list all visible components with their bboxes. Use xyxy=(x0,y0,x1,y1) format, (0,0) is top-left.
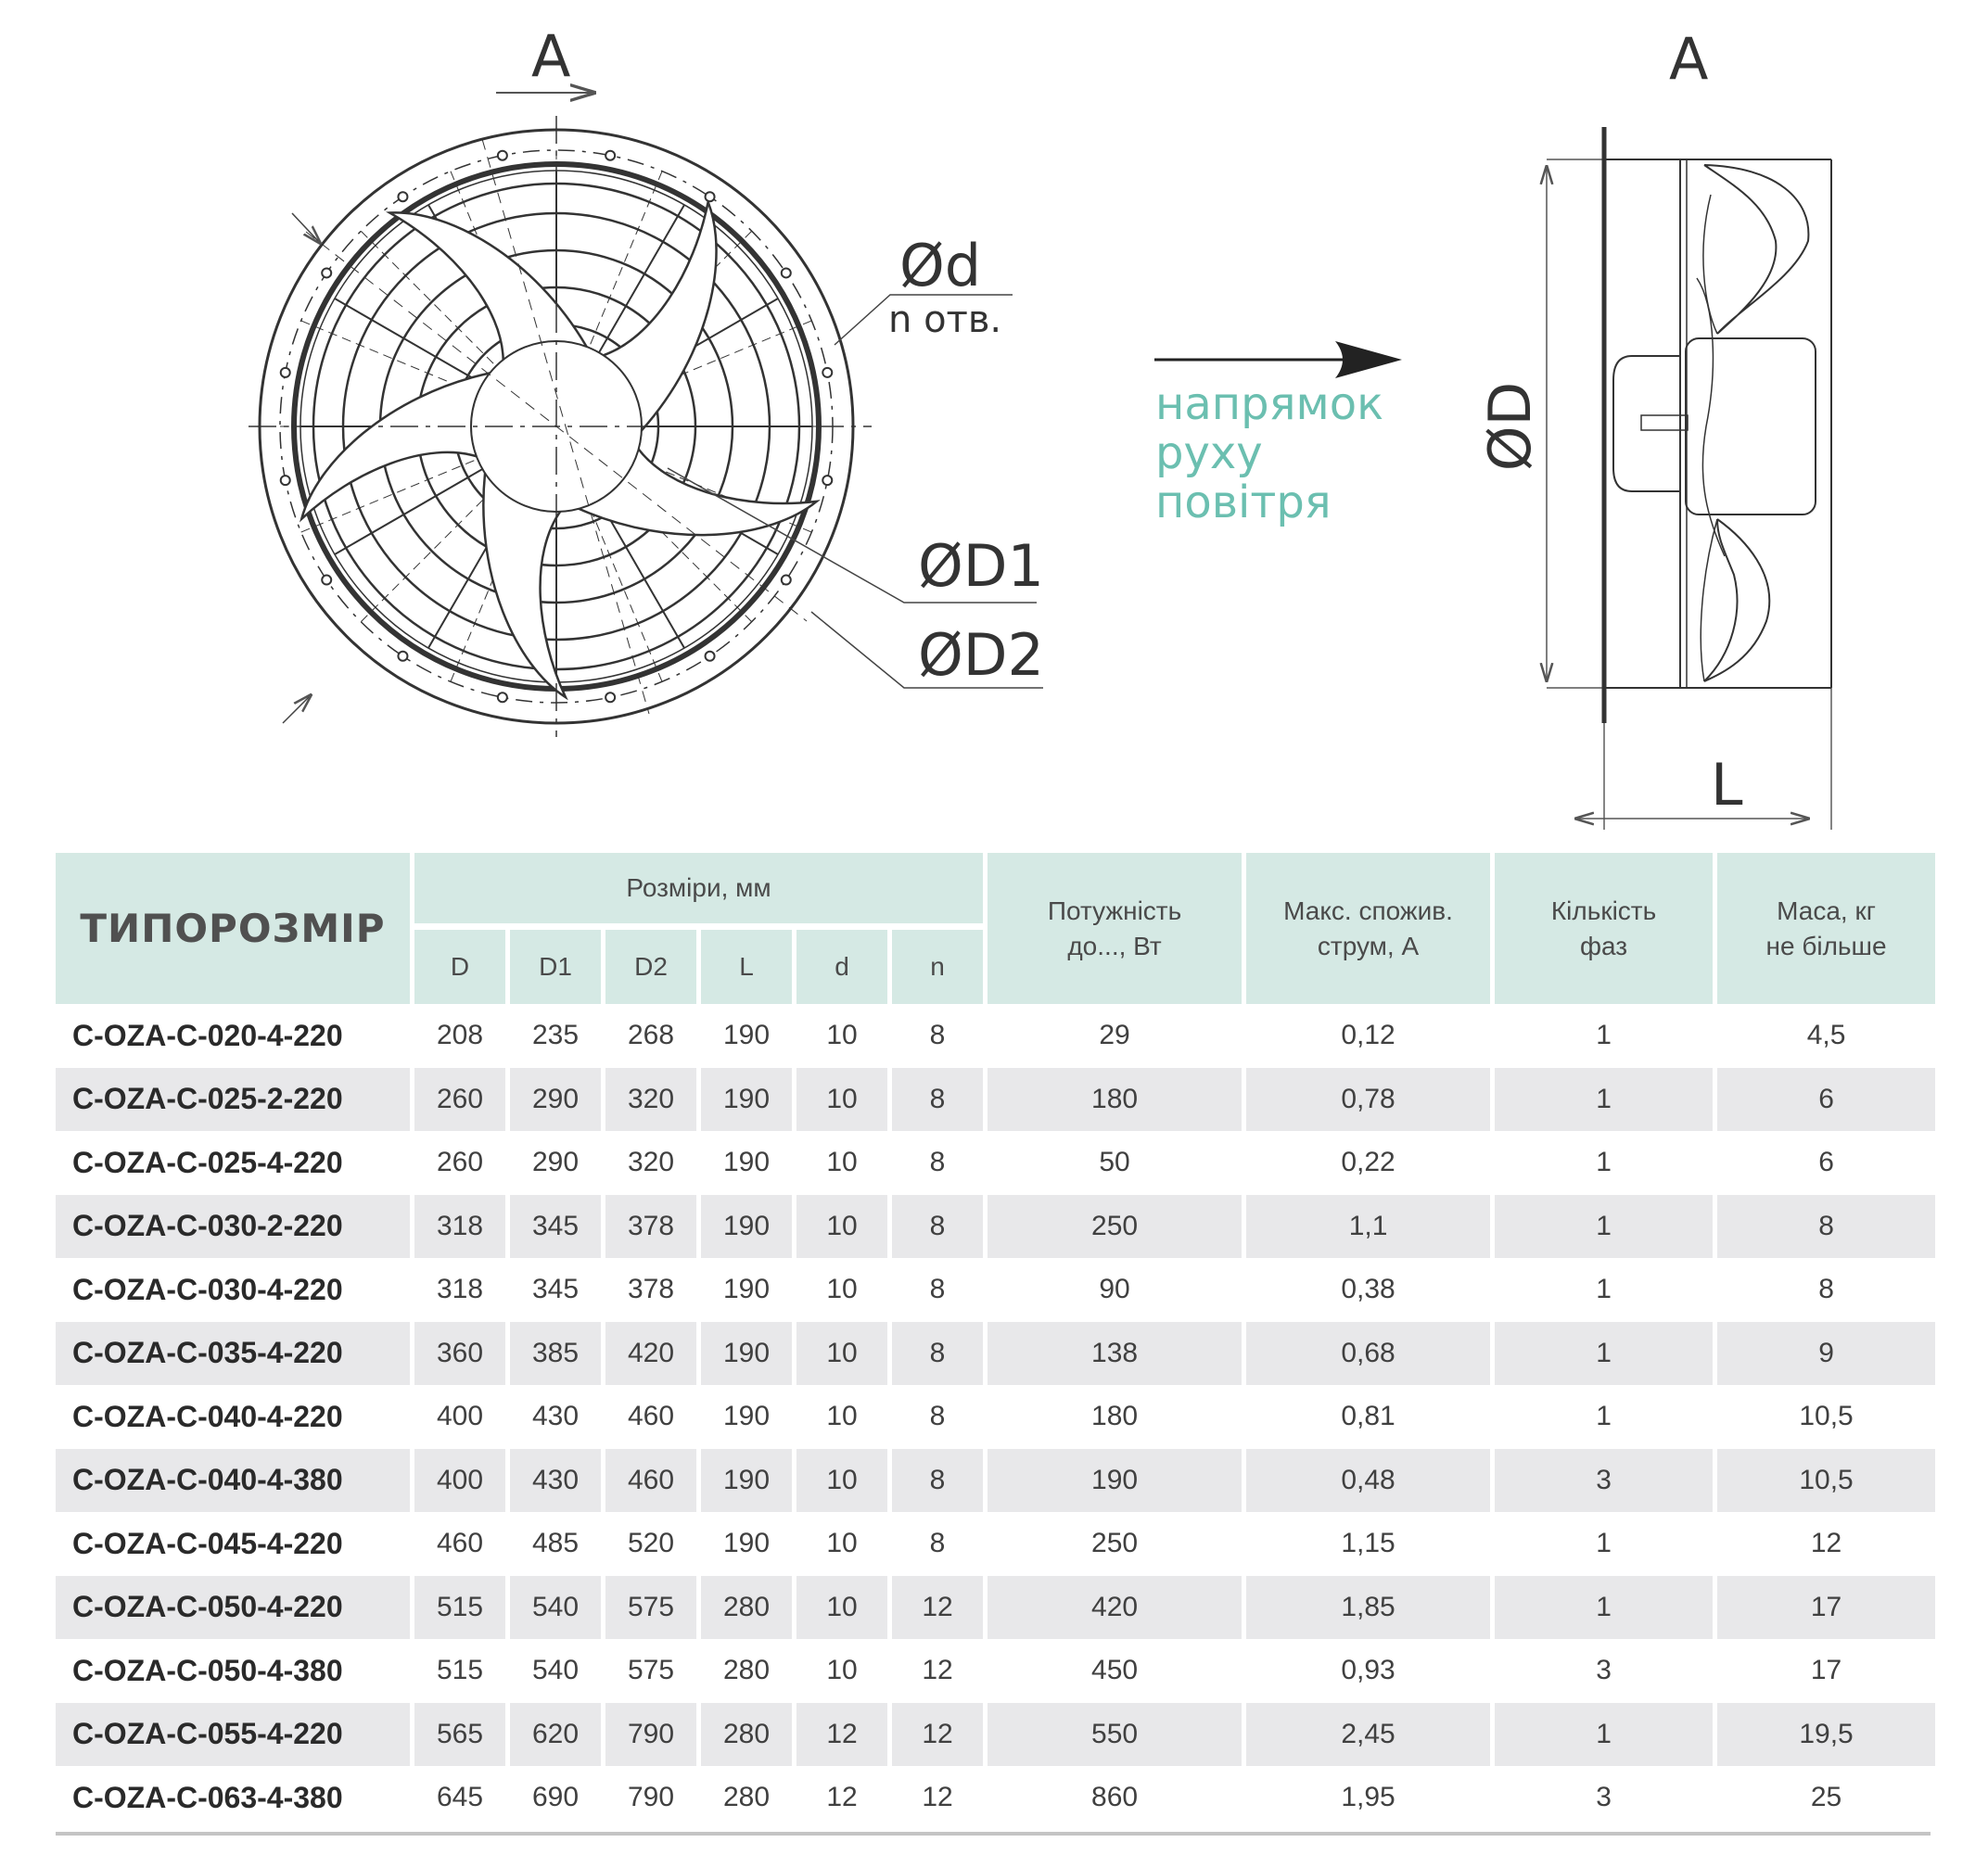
cell-d1: 345 xyxy=(531,1274,580,1305)
cell-mass: 25 xyxy=(1810,1782,1842,1813)
cell-mass: 12 xyxy=(1810,1528,1842,1559)
airflow-arrowhead xyxy=(1335,341,1402,378)
cell-d-hole: 10 xyxy=(826,1147,858,1178)
cell-n: 8 xyxy=(892,1068,983,1132)
cell-power: 550 xyxy=(988,1703,1242,1767)
cell-current: 0,78 xyxy=(1246,1068,1490,1132)
cell-l: 190 xyxy=(701,1449,792,1513)
technical-drawing xyxy=(0,0,1988,853)
cell-model: C-OZA-C-035-4-220 xyxy=(56,1322,410,1386)
cell-d2: 460 xyxy=(605,1449,696,1513)
table-row xyxy=(56,1195,1935,1259)
cell-l: 190 xyxy=(701,1068,792,1132)
cell-d-outer: 260 xyxy=(414,1068,505,1132)
cell-d2: 378 xyxy=(605,1195,696,1259)
cell-l: 280 xyxy=(701,1576,792,1640)
sub-header-n: n xyxy=(892,930,983,1004)
sub-header-d-outer: D xyxy=(414,930,505,1004)
cell-d2: 268 xyxy=(627,1020,675,1051)
cell-mass: 8 xyxy=(1717,1195,1935,1259)
model-header: ТИПОРОЗМІР xyxy=(56,853,410,1004)
cell-d1: 485 xyxy=(531,1528,580,1559)
cell-current: 1,85 xyxy=(1246,1576,1490,1640)
cell-d1: 345 xyxy=(510,1195,601,1259)
cell-d1: 385 xyxy=(510,1322,601,1386)
cell-n: 12 xyxy=(922,1782,953,1813)
cell-current: 0,68 xyxy=(1246,1322,1490,1386)
cell-d-outer: 318 xyxy=(436,1274,484,1305)
airflow-text-1: напрямок xyxy=(1155,378,1384,430)
cell-n: 8 xyxy=(929,1147,946,1178)
cell-power: 860 xyxy=(1091,1782,1139,1813)
cell-current: 1,1 xyxy=(1246,1195,1490,1259)
cell-model: C-OZA-C-055-4-220 xyxy=(56,1703,410,1767)
cell-power: 450 xyxy=(1091,1655,1139,1686)
hole-count-label: n отв. xyxy=(888,299,1002,341)
cell-d-hole: 10 xyxy=(796,1576,887,1640)
cell-phases: 3 xyxy=(1596,1782,1612,1813)
cell-d-hole: 10 xyxy=(796,1195,887,1259)
cell-l: 280 xyxy=(701,1703,792,1767)
cell-l: 190 xyxy=(701,1322,792,1386)
cell-power: 420 xyxy=(988,1576,1242,1640)
power-header: Потужність до..., Вт xyxy=(988,853,1242,1004)
table-row xyxy=(56,1322,1935,1386)
cell-phases: 1 xyxy=(1596,1401,1612,1432)
cell-d2: 320 xyxy=(605,1068,696,1132)
sub-header-d1: D1 xyxy=(510,930,601,1004)
cell-d2: 790 xyxy=(627,1782,675,1813)
cell-n: 8 xyxy=(929,1020,946,1051)
cell-d-hole: 12 xyxy=(826,1782,858,1813)
cell-d1: 430 xyxy=(531,1401,580,1432)
cell-power: 90 xyxy=(1099,1274,1130,1305)
cell-d2: 575 xyxy=(627,1655,675,1686)
cell-n: 8 xyxy=(929,1528,946,1559)
fan-side-view xyxy=(1547,127,1831,830)
cell-model: C-OZA-C-063-4-380 xyxy=(72,1780,343,1814)
cell-d1: 540 xyxy=(531,1655,580,1686)
cell-model: C-OZA-C-050-4-220 xyxy=(56,1576,410,1640)
cell-d1: 540 xyxy=(510,1576,601,1640)
cell-model: C-OZA-C-040-4-220 xyxy=(72,1399,343,1433)
cell-d-hole: 10 xyxy=(826,1401,858,1432)
cell-d-outer: 515 xyxy=(436,1655,484,1686)
cell-model: C-OZA-C-045-4-220 xyxy=(72,1526,343,1560)
cell-power: 180 xyxy=(988,1068,1242,1132)
dimensions-header: Розміри, мм xyxy=(414,853,983,930)
specs-table-wrapper xyxy=(56,853,1931,1830)
cell-d-outer: 460 xyxy=(436,1528,484,1559)
cell-d1: 290 xyxy=(510,1068,601,1132)
cell-l: 190 xyxy=(701,1195,792,1259)
cell-current: 1,15 xyxy=(1341,1528,1395,1559)
phases-header: Кількість фаз xyxy=(1495,853,1713,1004)
cell-d-outer: 318 xyxy=(414,1195,505,1259)
cell-d2: 575 xyxy=(605,1576,696,1640)
cell-mass: 6 xyxy=(1818,1147,1834,1178)
cell-l: 280 xyxy=(722,1655,771,1686)
table-row xyxy=(56,1766,1935,1830)
table-row xyxy=(56,1004,1935,1068)
table-row xyxy=(56,1639,1935,1703)
cell-power: 29 xyxy=(1099,1020,1130,1051)
fan-front-view xyxy=(248,116,872,737)
cell-d-hole: 10 xyxy=(826,1655,858,1686)
cell-d1: 290 xyxy=(531,1147,580,1178)
cell-n: 8 xyxy=(892,1322,983,1386)
cell-d-hole: 10 xyxy=(826,1020,858,1051)
cell-d-outer: 400 xyxy=(414,1449,505,1513)
cell-mass: 8 xyxy=(1818,1274,1834,1305)
cell-mass: 9 xyxy=(1717,1322,1935,1386)
cell-model: C-OZA-C-040-4-380 xyxy=(56,1449,410,1513)
cell-l: 190 xyxy=(722,1147,771,1178)
cell-n: 8 xyxy=(892,1449,983,1513)
cell-phases: 1 xyxy=(1596,1528,1612,1559)
cell-model: C-OZA-C-030-2-220 xyxy=(56,1195,410,1259)
cell-power: 138 xyxy=(988,1322,1242,1386)
airflow-text-3: повітря xyxy=(1155,476,1332,528)
table-row xyxy=(56,1385,1935,1449)
cell-model: C-OZA-C-050-4-380 xyxy=(72,1653,343,1687)
cell-d2: 420 xyxy=(605,1322,696,1386)
cell-l: 280 xyxy=(722,1782,771,1813)
cell-mass: 4,5 xyxy=(1806,1020,1846,1051)
cell-current: 0,93 xyxy=(1341,1655,1395,1686)
table-row xyxy=(56,1449,1935,1513)
table-row xyxy=(56,1512,1935,1576)
cell-d-outer: 360 xyxy=(414,1322,505,1386)
cell-l: 190 xyxy=(722,1528,771,1559)
cell-mass: 17 xyxy=(1717,1576,1935,1640)
cell-power: 50 xyxy=(1099,1147,1130,1178)
cell-d1: 690 xyxy=(531,1782,580,1813)
cell-d-outer: 645 xyxy=(436,1782,484,1813)
cell-d2: 460 xyxy=(627,1401,675,1432)
cell-n: 8 xyxy=(929,1274,946,1305)
table-row xyxy=(56,1703,1935,1767)
cell-d2: 520 xyxy=(627,1528,675,1559)
hole-diameter-label: Ød xyxy=(899,232,982,299)
cell-phases: 1 xyxy=(1495,1703,1713,1767)
cell-phases: 1 xyxy=(1596,1147,1612,1178)
sub-header-d-hole: d xyxy=(796,930,887,1004)
cell-d-outer: 260 xyxy=(436,1147,484,1178)
cell-d2: 320 xyxy=(627,1147,675,1178)
mass-header: Маса, кг не більше xyxy=(1717,853,1935,1004)
cell-current: 0,22 xyxy=(1341,1147,1395,1178)
cell-model: C-OZA-C-020-4-220 xyxy=(72,1018,343,1052)
cell-mass: 10,5 xyxy=(1799,1401,1854,1432)
cell-phases: 1 xyxy=(1596,1020,1612,1051)
cell-l: 190 xyxy=(722,1401,771,1432)
cell-d-hole: 10 xyxy=(796,1449,887,1513)
cell-n: 12 xyxy=(892,1703,983,1767)
cell-d-hole: 10 xyxy=(796,1068,887,1132)
cell-l: 190 xyxy=(722,1274,771,1305)
cell-current: 0,81 xyxy=(1341,1401,1395,1432)
cell-n: 12 xyxy=(892,1576,983,1640)
cell-n: 12 xyxy=(922,1655,953,1686)
sub-header-d2: D2 xyxy=(605,930,696,1004)
cell-current: 0,38 xyxy=(1341,1274,1395,1305)
cell-current: 0,48 xyxy=(1246,1449,1490,1513)
cell-phases: 1 xyxy=(1495,1322,1713,1386)
section-marker-side: A xyxy=(1669,25,1709,93)
current-header: Макс. спожив. струм, А xyxy=(1246,853,1490,1004)
l-label: L xyxy=(1711,751,1743,819)
cell-current: 1,95 xyxy=(1341,1782,1395,1813)
cell-d1: 235 xyxy=(531,1020,580,1051)
cell-d2: 378 xyxy=(627,1274,675,1305)
specs-table-body xyxy=(56,1004,1935,1830)
cell-model: C-OZA-C-025-2-220 xyxy=(56,1068,410,1132)
cell-phases: 1 xyxy=(1495,1195,1713,1259)
cell-n: 8 xyxy=(929,1401,946,1432)
cell-current: 0,12 xyxy=(1341,1020,1395,1051)
d-label: ØD xyxy=(1476,381,1544,472)
cell-power: 250 xyxy=(1091,1528,1139,1559)
cell-d2: 790 xyxy=(605,1703,696,1767)
airflow-text-2: руху xyxy=(1155,427,1263,479)
cell-current: 2,45 xyxy=(1246,1703,1490,1767)
d2-label: ØD2 xyxy=(918,621,1044,689)
cell-d-hole: 10 xyxy=(826,1528,858,1559)
cell-phases: 3 xyxy=(1596,1655,1612,1686)
cell-d-hole: 12 xyxy=(796,1703,887,1767)
table-row xyxy=(56,1576,1935,1640)
cell-model: C-OZA-C-025-4-220 xyxy=(72,1145,343,1179)
cell-power: 250 xyxy=(988,1195,1242,1259)
table-row xyxy=(56,1258,1935,1322)
cell-power: 190 xyxy=(988,1449,1242,1513)
sub-header-l: L xyxy=(701,930,792,1004)
cell-phases: 1 xyxy=(1495,1576,1713,1640)
cell-l: 190 xyxy=(722,1020,771,1051)
cell-mass: 19,5 xyxy=(1717,1703,1935,1767)
specs-table xyxy=(51,853,1940,1830)
cell-d-outer: 515 xyxy=(414,1576,505,1640)
cell-d-hole: 10 xyxy=(826,1274,858,1305)
cell-mass: 17 xyxy=(1810,1655,1842,1686)
table-bottom-rule xyxy=(56,1832,1931,1836)
cell-power: 180 xyxy=(1091,1401,1139,1432)
cell-d-hole: 10 xyxy=(796,1322,887,1386)
section-marker-front: A xyxy=(531,22,571,90)
d1-label: ØD1 xyxy=(918,532,1044,600)
cell-phases: 1 xyxy=(1495,1068,1713,1132)
cell-d-outer: 208 xyxy=(436,1020,484,1051)
cell-mass: 6 xyxy=(1717,1068,1935,1132)
cell-phases: 3 xyxy=(1495,1449,1713,1513)
cell-mass: 10,5 xyxy=(1717,1449,1935,1513)
cell-phases: 1 xyxy=(1596,1274,1612,1305)
cell-model: C-OZA-C-030-4-220 xyxy=(72,1272,343,1306)
table-row xyxy=(56,1068,1935,1132)
cell-d1: 620 xyxy=(510,1703,601,1767)
cell-n: 8 xyxy=(892,1195,983,1259)
cell-d-outer: 565 xyxy=(414,1703,505,1767)
table-row xyxy=(56,1131,1935,1195)
cell-d-outer: 400 xyxy=(436,1401,484,1432)
cell-d1: 430 xyxy=(510,1449,601,1513)
